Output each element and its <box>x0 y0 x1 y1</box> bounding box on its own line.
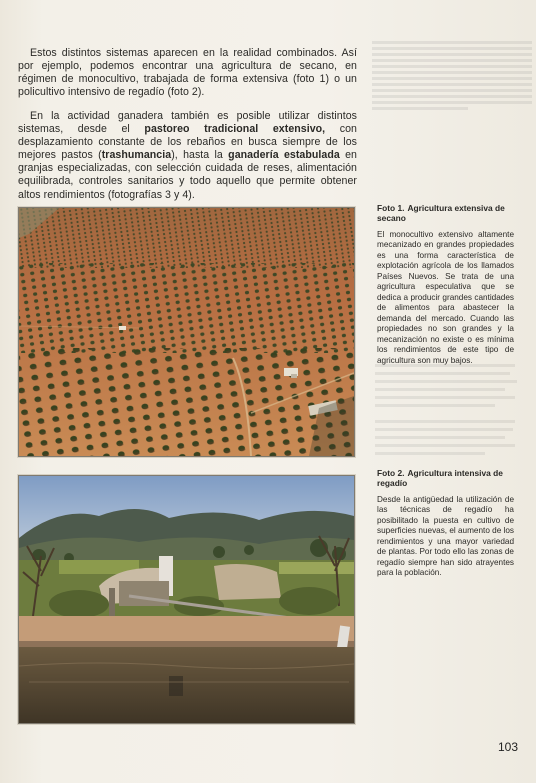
show-through-text-lower <box>375 360 525 480</box>
caption-2-title: Agricultura intensiva de regadío <box>377 468 503 489</box>
caption-1-text: El monocultivo extensivo altamente mecanizado en grandes propiedades es una forma característica de explotación agrícola de los llamados Países Nuevos. Se trata de una agricultura especulativa que se dedica a producir grandes cantidades de alimentos para abastecer la demanda del mercado. Cuando las propiedades no son grandes y la mecanización no existe o es mínima los rendimientos de este tipo de agricultura son muy bajos. <box>377 229 514 365</box>
show-through-text <box>372 38 532 188</box>
caption-1-number: Foto 1. <box>377 203 405 213</box>
caption-foto-1 <box>377 203 514 366</box>
paragraph-1 <box>18 47 357 99</box>
p2-bold-ganaderia: ganadería estabulada <box>228 149 340 162</box>
paragraph-2-text <box>18 110 357 202</box>
p2-part-a: En la actividad ganadera también es posible utilizar distintos sistemas, desde el <box>18 110 357 136</box>
paragraph-2 <box>18 110 357 202</box>
p2-part-g: en granjas especializadas, con selección cuidada de reses, alimentación equilibrada, controles sanitarios y todo aquello que permite obtener altos rendimientos (fotografías 3 y 4). <box>18 149 357 201</box>
paragraph-1-text: Estos distintos sistemas aparecen en la realidad combinados. Así por ejemplo, podemos encontrar una agricultura de secano, en régimen de monocultivo, trabajada de forma extensiva (foto 1) o un policultivo intensivo de regadío (foto 2). <box>18 47 357 99</box>
caption-1-heading <box>377 203 514 224</box>
p2-bold-pastoreo: pastoreo tradicional extensivo, <box>144 123 326 136</box>
photo-2-image <box>19 476 354 723</box>
p2-part-e: ), hasta la <box>171 149 229 162</box>
caption-2-heading <box>377 468 514 489</box>
p2-part-c: con desplazamiento constante de los rebaños en busca siempre de los mejores pastos ( <box>18 123 357 162</box>
photo-2-irrigated-farming <box>18 475 355 724</box>
p2-bold-trashumancia: trashumancia <box>101 149 172 162</box>
caption-2-number: Foto 2. <box>377 468 405 478</box>
page-number: 103 <box>497 740 518 754</box>
caption-1-title: Agricultura extensiva de secano <box>377 203 505 224</box>
photo-1-image <box>19 208 354 456</box>
photo-1-dry-farming <box>18 207 355 457</box>
caption-2-text: Desde la antigüedad la utilización de las técnicas de regadío ha posibilitado la puesta en cultivo de superficies nuevas, el aumento de los rendimientos y una mayor variedad de plantas. Por todo ello las zonas de regadío siempre han sido atrayentes para la población. <box>377 494 514 578</box>
caption-foto-2 <box>377 468 514 579</box>
